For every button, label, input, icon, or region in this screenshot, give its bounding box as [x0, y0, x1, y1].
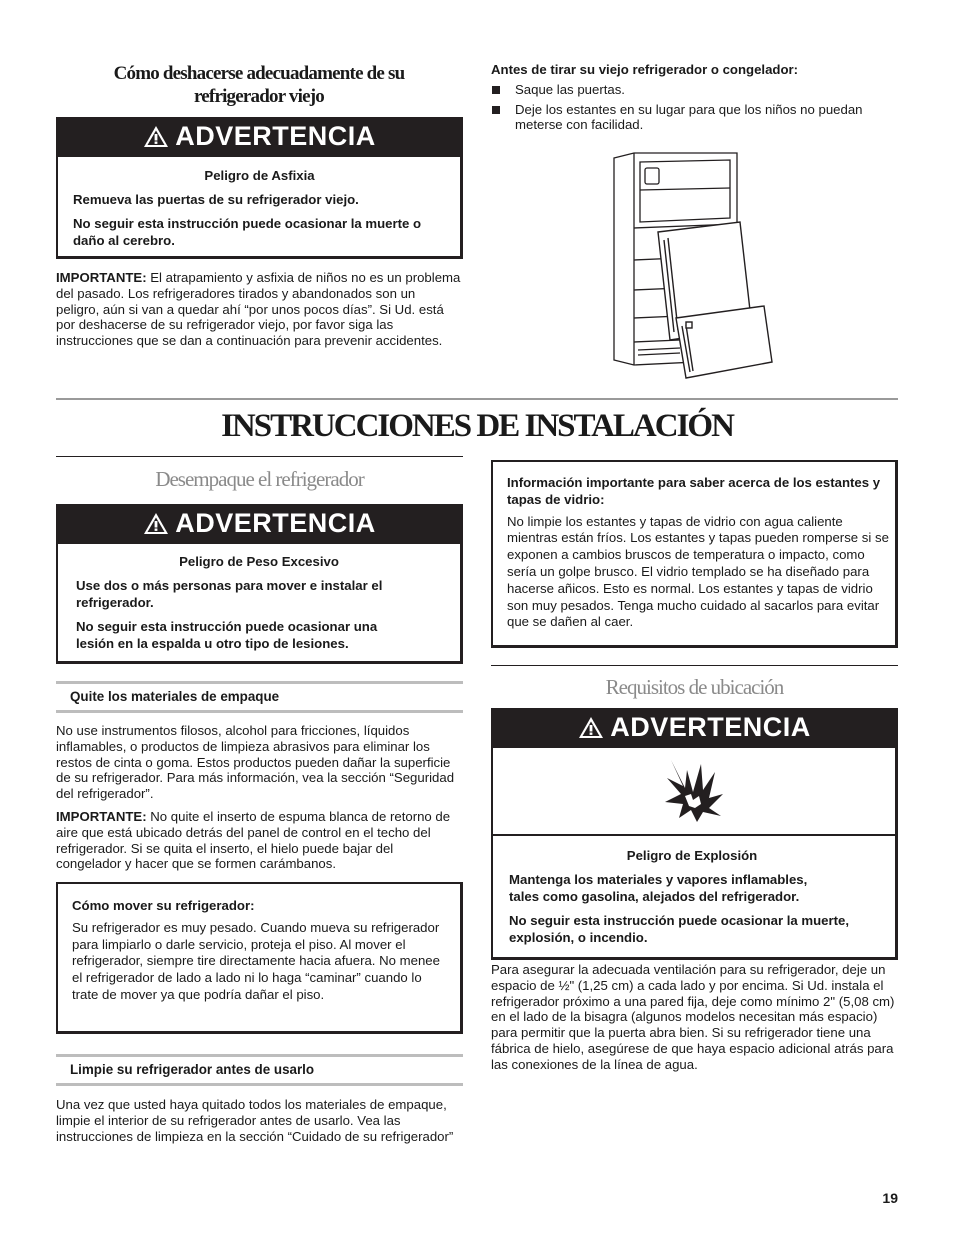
- hazard-title: Peligro de Explosión: [626, 848, 758, 863]
- remove-paragraph: No use instrumentos filosos, alcohol para fricciones, líquidos inflamables, o productos de limpieza abrasivos para eliminar los restos de cinta o goma. Estos productos pueden dañar la superficie de su refrigerador. Para más información, vea la sección “Seguridad del refrigerador”.: [56, 723, 455, 802]
- warning-label: ADVERTENCIA: [175, 507, 376, 538]
- clean-heading: Limpie su refrigerador antes de usarlo: [56, 1054, 463, 1086]
- disposal-heading: [56, 62, 462, 108]
- warning-header: [56, 504, 463, 542]
- unpack-heading: Desempaque el refrigerador: [155, 467, 364, 491]
- section-divider: [56, 398, 898, 400]
- disposal-heading-line1: Cómo deshacerse adecuadamente de su: [113, 63, 405, 84]
- warning-triangle-icon: [578, 716, 604, 739]
- warning-body: [56, 542, 463, 664]
- warning-header: [491, 708, 898, 746]
- warning-consequence: No seguir esta instrucción puede ocasionar una lesión en la espalda u otro tipo de lesiones.: [76, 619, 378, 651]
- page-number: 19: [882, 1190, 898, 1206]
- explosion-icon-panel: [491, 746, 898, 836]
- warning-body: [491, 836, 898, 960]
- remove-packaging-text: [56, 723, 461, 872]
- moving-text: Su refrigerador es muy pesado. Cuando mueva su refrigerador para limpiarlo o darle servicio, proteja el piso. Al mover el refrigerador, siempre tire directamente hacia afuera. No menee el refrigerador de lado a lado ni lo haga “caminar” cuando lo trate de mover ya que podría dañar el piso.: [72, 919, 440, 1002]
- page-title: INSTRUCCIONES DE INSTALACIÓN: [221, 408, 733, 444]
- glass-text: No limpie los estantes y tapas de vidrio con agua caliente mientras están fríos. Los estantes y tapas pueden romperse si se exponen a cambios bruscos de temperatura o impacto, como sería un golpe brusco. El vidrio templado se ha diseñado para hacerse añicos. Esto es normal. Los estantes y tapas de vidrio son muy pesados. Tenga mucho cuidado al sacarlos para evitar que se dañen al caer.: [507, 513, 889, 630]
- remove-packaging-heading: Quite los materiales de empaque: [56, 681, 463, 713]
- before-disposal-section: [491, 62, 896, 137]
- warning-instruction: Remueva las puertas de su refrigerador viejo.: [73, 192, 359, 207]
- location-heading: Requisitos de ubicación: [605, 675, 784, 699]
- warning-body: [56, 155, 463, 259]
- warning-header: [56, 117, 463, 155]
- divider: [491, 665, 898, 666]
- important-text: El atrapamiento y asfixia de niños no es un problema del pasado. Los refrigeradores tirados y abandonados son un peligro, aún si van a quedar ahí “por unos pocos días”. Si Ud. está por deshacerse de su refrigerador viejo, por favor siga las instrucciones que se dan a continuación para prevenir accidentes.: [56, 270, 461, 349]
- glass-title: Información importante para saber acerca de los estantes y tapas de vidrio:: [507, 475, 881, 507]
- hazard-title: Peligro de Peso Excesivo: [179, 554, 339, 569]
- disposal-heading-line2: refrigerador viejo: [194, 86, 324, 107]
- warning-instruction: Mantenga los materiales y vapores inflamables, tales como gasolina, alejados del refrigerador.: [509, 872, 808, 904]
- warning-consequence: No seguir esta instrucción puede ocasionar la muerte o daño al cerebro.: [73, 216, 422, 248]
- important-text: No quite el inserto de espuma blanca de retorno de aire que está ubicado detrás del panel de control en el techo del refrigerador. Si se quita el inserto, el hielo puede bajar del congelador y hacer que se formen carámbanos.: [56, 808, 451, 872]
- moving-info-box: [56, 882, 463, 1034]
- before-disposal-list: [491, 82, 896, 133]
- warning-asphyxia: [56, 117, 463, 259]
- warning-instruction: Use dos o más personas para mover e instalar el refrigerador.: [76, 578, 383, 610]
- location-text: Para asegurar la adecuada ventilación para su refrigerador, deje un espacio de ½" (1,25 cm) a cada lado y por encima. Si Ud. instala el refrigerador próximo a una pared fija, deje como mínimo 2" (5,08 cm) en el lado de la bisagra (algunos modelos necesitan más espacio) para permitir que la puerta abra bien. Si su refrigerador tiene una fábrica de hielo, asegúrese de que haya espacio adicional atrás para las conexiones de la línea de agua.: [491, 962, 895, 1072]
- refrigerator-illustration: [600, 150, 780, 382]
- glass-info-box: [491, 460, 898, 648]
- warning-explosion: [491, 708, 898, 958]
- disposal-important-paragraph: [56, 270, 461, 349]
- warning-triangle-icon: [143, 512, 169, 535]
- list-item: Saque las puertas.: [491, 82, 896, 98]
- divider: [56, 456, 463, 457]
- before-disposal-title: Antes de tirar su viejo refrigerador o congelador:: [491, 62, 799, 77]
- important-label: IMPORTANTE:: [56, 808, 147, 824]
- warning-label: ADVERTENCIA: [175, 120, 376, 151]
- warning-label: ADVERTENCIA: [610, 711, 811, 742]
- clean-text: Una vez que usted haya quitado todos los materiales de empaque, limpie el interior de su refrigerador antes de usarlo. Vea las instrucciones de limpieza en la sección “Cuidado de su refrigerador”: [56, 1097, 454, 1144]
- list-item: Deje los estantes en su lugar para que los niños no puedan meterse con facilidad.: [491, 102, 896, 134]
- warning-consequence: No seguir esta instrucción puede ocasionar la muerte, explosión, o incendio.: [509, 913, 850, 945]
- warning-weight: [56, 504, 463, 664]
- important-label: IMPORTANTE:: [56, 270, 147, 285]
- explosion-icon: [663, 758, 725, 824]
- hazard-title: Peligro de Asfixia: [204, 168, 315, 183]
- moving-title: Cómo mover su refrigerador:: [72, 898, 255, 913]
- remove-important: [56, 809, 461, 872]
- warning-triangle-icon: [143, 125, 169, 148]
